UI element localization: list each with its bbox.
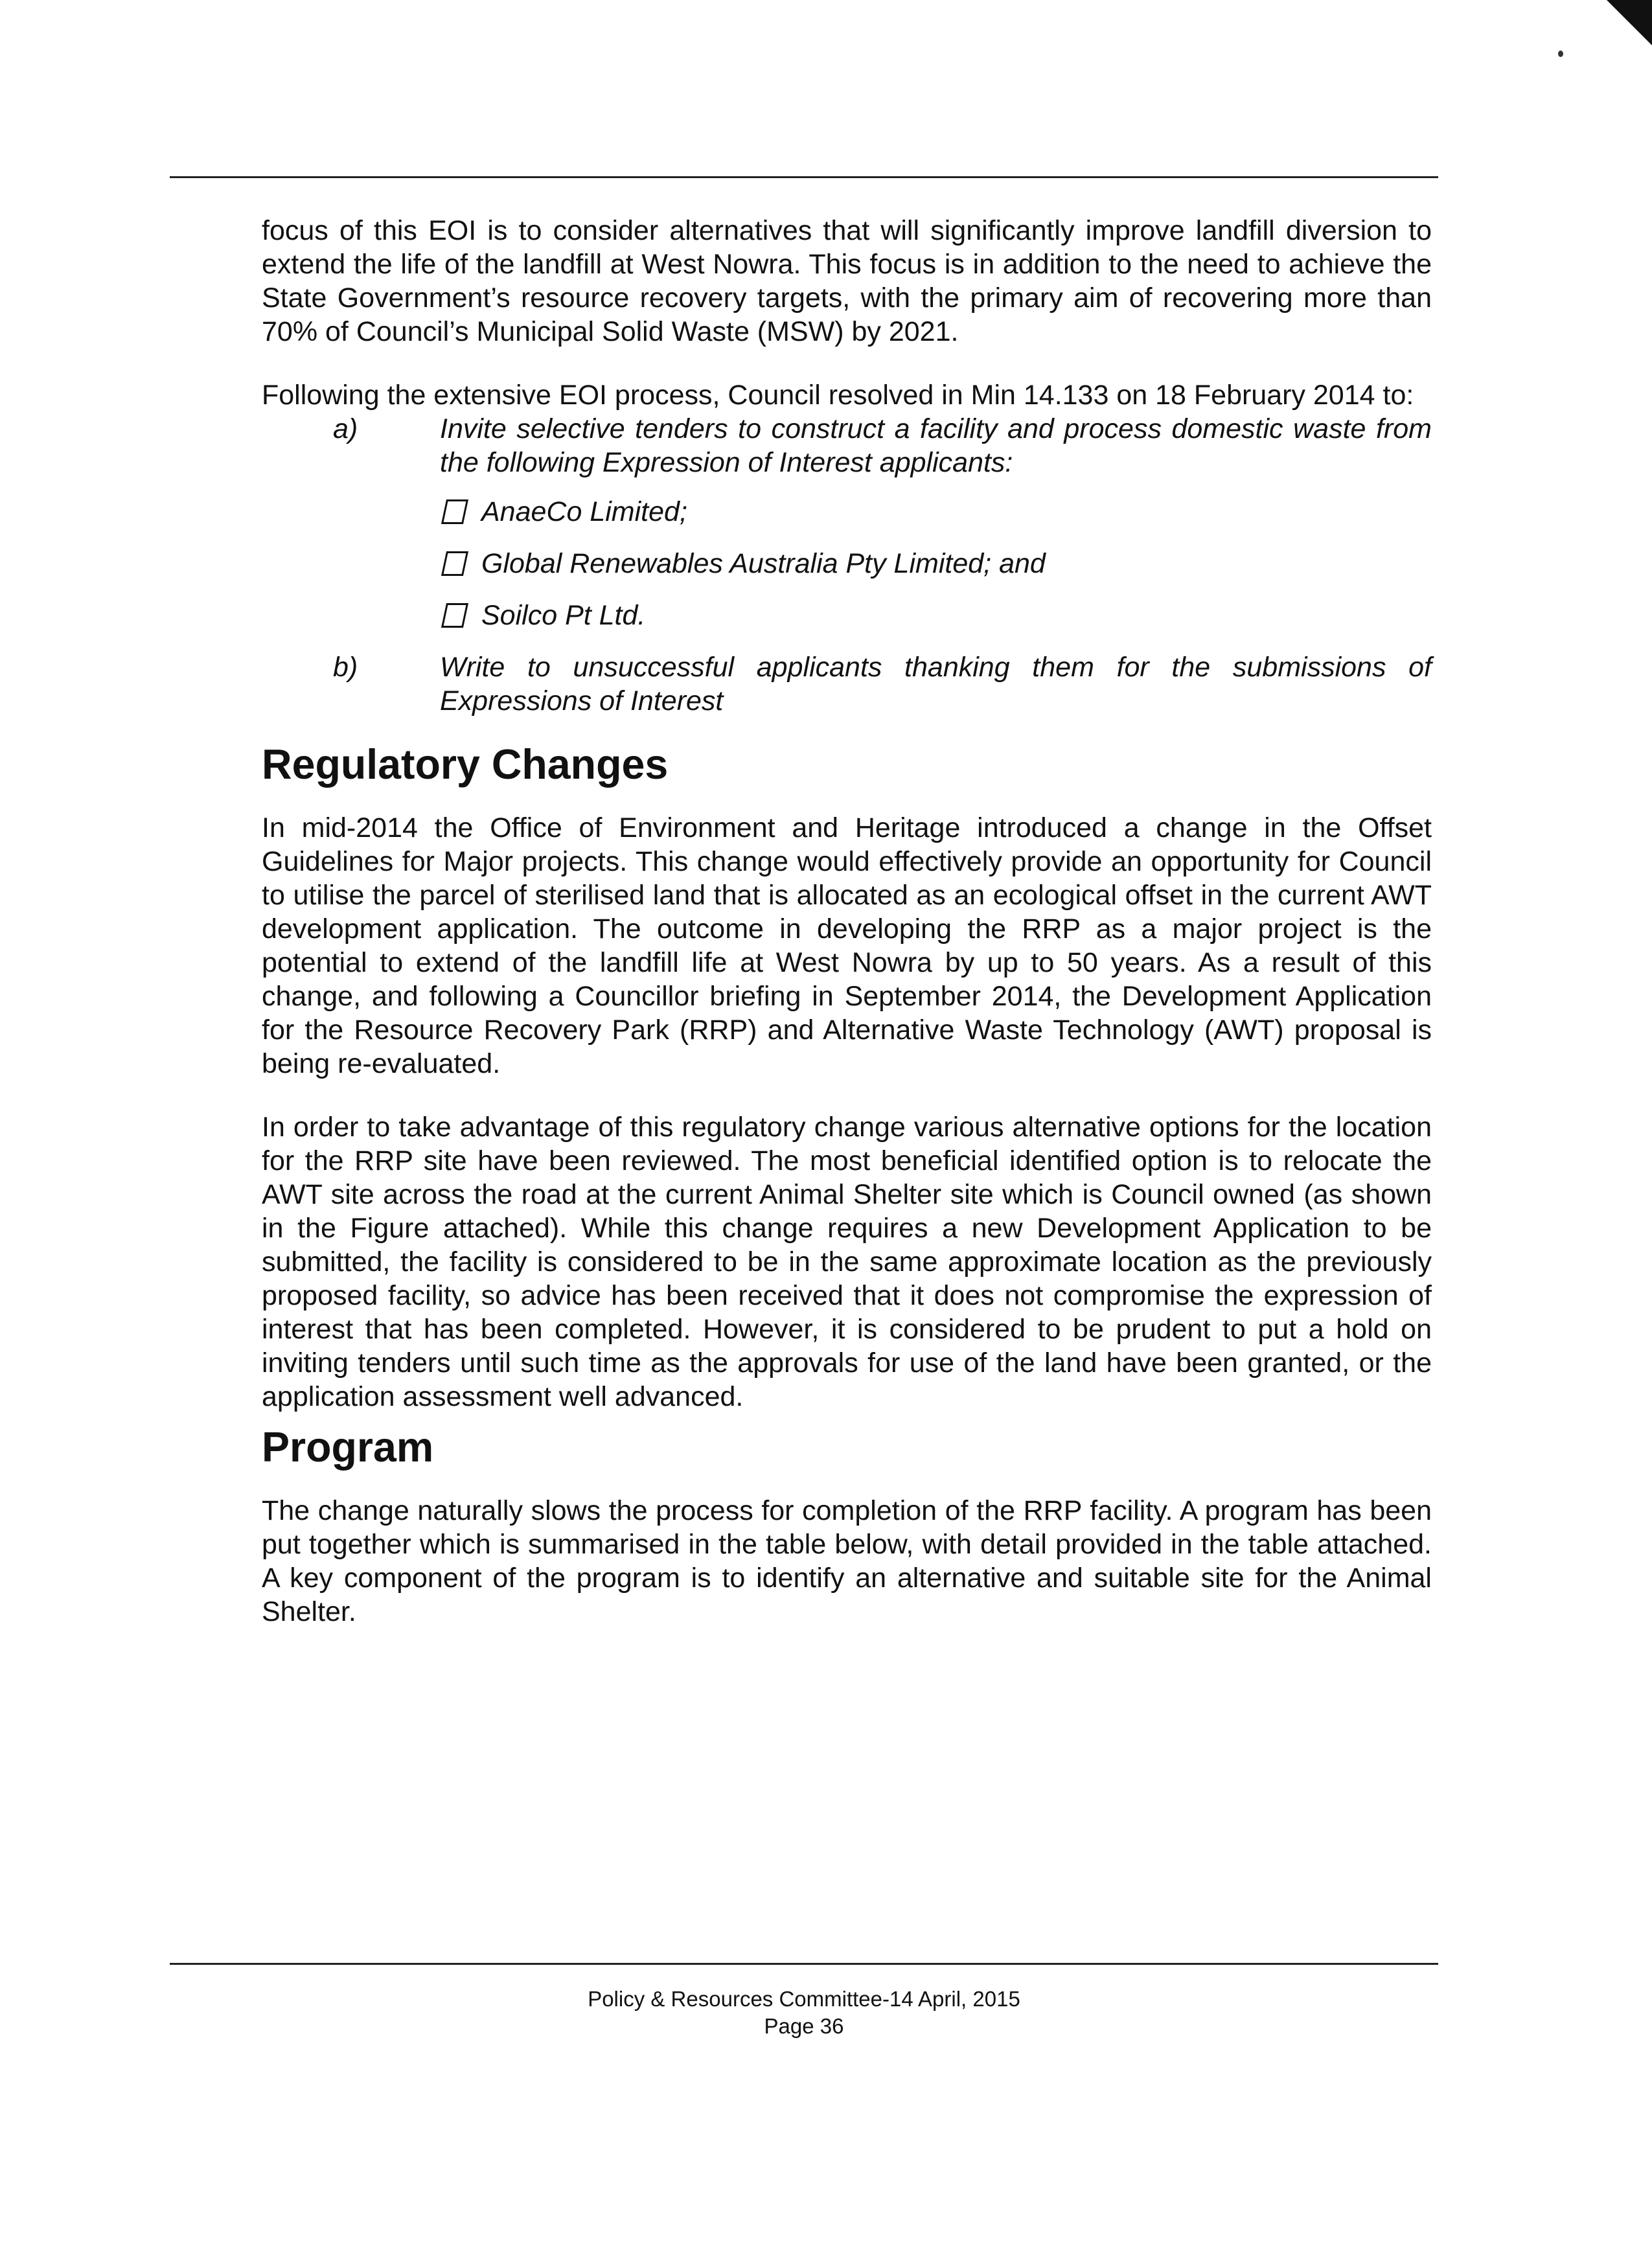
list-item	[440, 599, 1432, 632]
footer-committee-line: Policy & Resources Committee-14 April, 2015	[588, 1987, 1020, 2011]
applicant-name: Soilco Pt Ltd.	[481, 600, 646, 631]
checkbox-icon	[441, 499, 468, 524]
scan-speck	[1558, 51, 1563, 57]
applicant-name: AnaeCo Limited;	[481, 496, 687, 527]
footer-rule	[170, 1963, 1438, 1965]
checkbox-icon	[441, 603, 468, 628]
corner-scan-mark	[1607, 0, 1652, 45]
list-text: Invite selective tenders to construct a facility and process domestic waste from the following Expression of Interest applicants:	[440, 413, 1432, 478]
regulatory-paragraph-2: In order to take advantage of this regulatory change various alternative options for the location for the RRP site have been reviewed. The most beneficial identified option is to relocate the AWT site across the road at the current Animal Shelter site which is Council owned (as shown in the Figure attached). While this change requires a new Development Application to be submitted, the facility is considered to be in the same approximate location as the previously proposed facility, so advice has been received that it does not compromise the expression of interest that has been completed. However, it is considered to be prudent to put a hold on inviting tenders until such time as the approvals for use of the land have been granted, or the application assessment well advanced.	[262, 1112, 1432, 1412]
resolution-item-a	[262, 412, 1432, 479]
resolution-item-b	[262, 650, 1432, 718]
applicant-name: Global Renewables Australia Pty Limited; and	[481, 548, 1046, 579]
applicant-list	[440, 495, 1432, 632]
section-heading-program: Program	[262, 1424, 434, 1471]
document-body	[262, 214, 1432, 1629]
program-paragraph: The change naturally slows the process for completion of the RRP facility. A program has been put together which is summarised in the table below, with detail provided in the table attached. A key component of the program is to identify an alternative and suitable site for the Animal Shelter.	[262, 1495, 1432, 1627]
list-item	[440, 495, 1432, 529]
footer-page-number: Page 36	[764, 2014, 844, 2038]
intro-paragraph: focus of this EOI is to consider alternatives that will significantly improve landfill diversion to extend the life of the landfill at West Nowra. This focus is in addition to the need to achieve the State Government’s resource recovery targets, with the primary aim of recovering more than 70% of Council’s Municipal Solid Waste (MSW) by 2021.	[262, 215, 1432, 347]
list-marker: a)	[333, 413, 358, 444]
resolution-intro: Following the extensive EOI process, Council resolved in Min 14.133 on 18 February 2014 to:	[262, 380, 1414, 411]
list-item	[440, 547, 1432, 580]
header-rule	[170, 176, 1438, 178]
list-text: Write to unsuccessful applicants thanking them for the submissions of Expressions of Interest	[440, 652, 1432, 716]
page-footer	[170, 1986, 1438, 2040]
section-heading-regulatory-changes: Regulatory Changes	[262, 741, 669, 788]
checkbox-icon	[441, 551, 468, 576]
list-marker: b)	[333, 652, 358, 683]
regulatory-paragraph-1: In mid-2014 the Office of Environment and Heritage introduced a change in the Offset Guidelines for Major projects. This change would effectively provide an opportunity for Council to utilise the parcel of sterilised land that is allocated as an ecological offset in the current AWT development application. The outcome in developing the RRP as a major project is the potential to extend of the landfill life at West Nowra by up to 50 years. As a result of this change, and following a Councillor briefing in September 2014, the Development Application for the Resource Recovery Park (RRP) and Alternative Waste Technology (AWT) proposal is being re-evaluated.	[262, 812, 1432, 1079]
